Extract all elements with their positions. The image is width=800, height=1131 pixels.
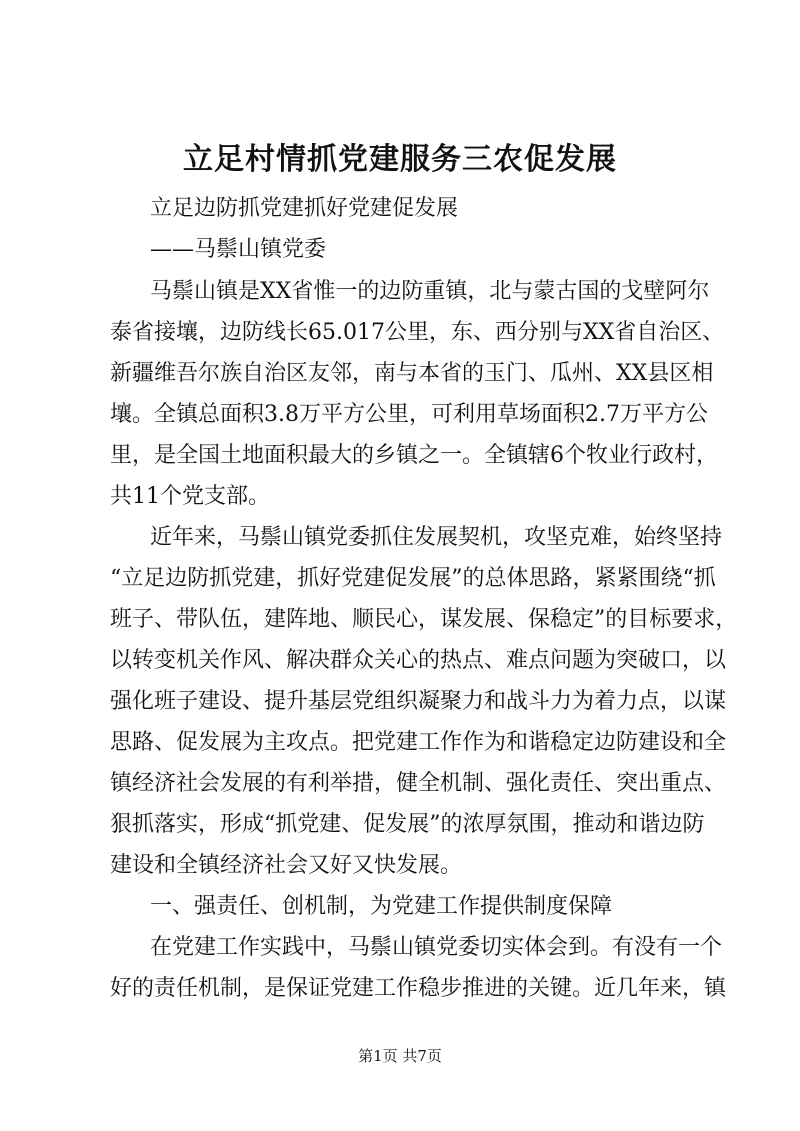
subtitle-line: 立足边防抓党建抓好党建促发展	[150, 196, 459, 221]
page-number-footer: 第1页 共7页	[358, 1047, 442, 1065]
paragraph-2-line-8: 狠抓落实，形成“抓党建、促发展”的浓厚氛围，推动和谐边防	[110, 812, 705, 837]
paragraph-2-line-1: 近年来，马鬃山镇党委抓住发展契机，攻坚克难，始终坚持	[150, 525, 723, 550]
section-heading-1: 一、强责任、创机制，为党建工作提供制度保障	[150, 894, 613, 919]
author-line: ——马鬃山镇党委	[150, 237, 327, 262]
paragraph-2-line-7: 镇经济社会发展的有利举措，健全机制、强化责任、突出重点、	[110, 771, 727, 796]
paragraph-1-line-2: 泰省接壤，边防线长65.017公里，东、西分别与XX省自治区、	[110, 320, 725, 345]
paragraph-2-line-9: 建设和全镇经济社会又好又快发展。	[110, 853, 463, 878]
paragraph-2-line-5: 强化班子建设、提升基层党组织凝聚力和战斗力为着力点，以谋	[110, 689, 727, 714]
paragraph-3-line-2: 好的责任机制，是保证党建工作稳步推进的关键。近几年来，镇	[110, 976, 727, 1001]
paragraph-1-line-5: 里，是全国土地面积最大的乡镇之一。全镇辖6个牧业行政村，	[110, 443, 718, 468]
paragraph-2-line-4: 以转变机关作风、解决群众关心的热点、难点问题为突破口，以	[110, 648, 727, 673]
document-title: 立足村情抓党建服务三农促发展	[183, 142, 617, 177]
paragraph-1-line-1: 马鬃山镇是XX省惟一的边防重镇，北与蒙古国的戈壁阿尔	[150, 279, 710, 304]
paragraph-2-line-2: “立足边防抓党建，抓好党建促发展”的总体思路，紧紧围绕“抓	[110, 566, 716, 591]
paragraph-2-line-3: 班子、带队伍，建阵地、顺民心，谋发展、保稳定”的目标要求，	[110, 607, 738, 632]
paragraph-1-line-4: 壤。全镇总面积3.8万平方公里，可利用草场面积2.7万平方公	[110, 402, 708, 427]
paragraph-2-line-6: 思路、促发展为主攻点。把党建工作作为和谐稳定边防建设和全	[110, 730, 727, 755]
paragraph-3-line-1: 在党建工作实践中，马鬃山镇党委切实体会到。有没有一个	[150, 935, 723, 960]
paragraph-1-line-3: 新疆维吾尔族自治区友邻，南与本省的玉门、瓜州、XX县区相	[110, 361, 714, 386]
paragraph-1-line-6: 共11个党支部。	[110, 484, 270, 509]
